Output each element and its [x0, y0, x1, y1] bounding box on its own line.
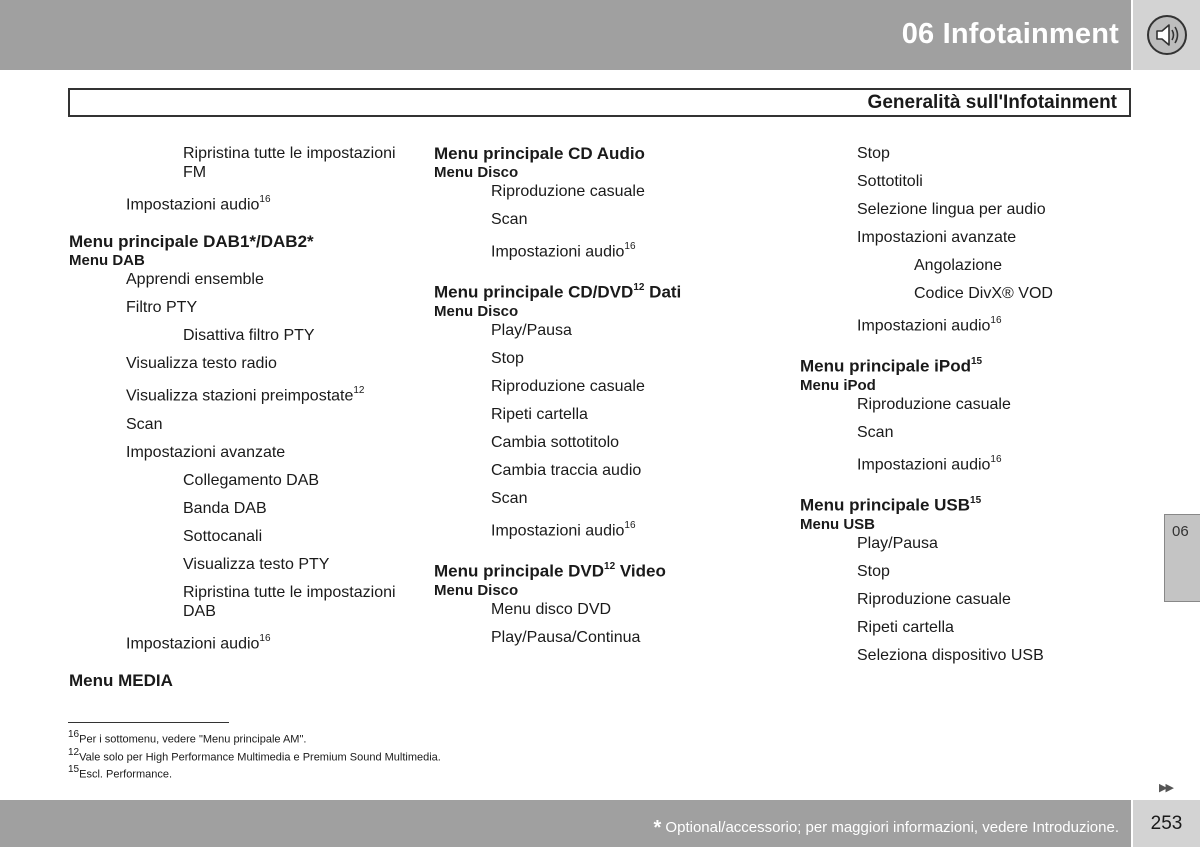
footnote-ref: 16: [259, 632, 271, 644]
footer-note: * Optional/accessorio; per maggiori informazioni, vedere Introduzione.: [653, 817, 1119, 839]
menu-text: Menu Disco: [434, 164, 519, 181]
chapter-side-tab[interactable]: [1164, 514, 1200, 602]
menu-text: Ripeti cartella: [857, 618, 954, 636]
footnote: $^{15}$Escl. Performance.: [68, 764, 173, 781]
menu-subitem: [800, 284, 1120, 303]
menu-heading: [69, 232, 419, 252]
menu-text: Riproduzione casuale: [857, 590, 1011, 608]
menu-item: [69, 354, 419, 373]
footnote-ref: 15: [970, 495, 982, 507]
menu-item: [69, 382, 419, 405]
menu-text: Menu DAB: [69, 252, 145, 270]
menu-item: [434, 182, 784, 201]
menu-item: [434, 405, 784, 424]
menu-subitem: [800, 256, 1120, 275]
menu-item: [434, 210, 784, 229]
menu-text: Stop: [491, 349, 524, 367]
menu-item: [434, 600, 784, 619]
menu-text: Angolazione: [914, 257, 1003, 274]
menu-text: Cambia sottotitolo: [491, 433, 620, 451]
menu-text: Menu iPod: [800, 376, 876, 394]
menu-item: [800, 646, 1120, 665]
menu-text: Menu disco DVD: [491, 600, 612, 618]
menu-text: Impostazioni audio: [857, 456, 991, 474]
menu-item: [434, 377, 784, 396]
menu-text: Riproduzione casuale: [491, 377, 645, 395]
footnote-ref: 12: [633, 282, 645, 294]
menu-item: [800, 312, 1120, 335]
footnotes: [68, 729, 441, 782]
menu-heading: [434, 144, 784, 164]
menu-column-3: [800, 144, 1120, 665]
menu-text: Impostazioni avanzate: [126, 443, 286, 461]
menu-subitem: [69, 471, 419, 490]
menu-text: Menu principale DVD: [434, 561, 605, 581]
menu-text-continued: DAB: [183, 602, 216, 620]
menu-text-suffix: Dati: [644, 282, 682, 302]
menu-item: [434, 461, 784, 480]
footnote-ref: 16: [990, 453, 1002, 465]
menu-text: Impostazioni audio: [491, 243, 625, 261]
chapter-icon-box: [1131, 0, 1200, 70]
menu-text: Visualizza testo PTY: [183, 555, 330, 573]
chapter-title: 06 Infotainment: [901, 18, 1119, 50]
menu-item: [69, 443, 419, 462]
menu-text: Riproduzione casuale: [857, 395, 1011, 413]
menu-text: Menu principale CD/DVD: [434, 282, 634, 302]
menu-subitem: [69, 583, 419, 621]
menu-item: [800, 534, 1120, 553]
menu-text-suffix: Video: [615, 561, 666, 581]
menu-text: Ripristina tutte le impostazioni: [183, 145, 396, 162]
menu-heading: [69, 671, 419, 691]
menu-text: Play/Pausa: [857, 534, 938, 552]
menu-text: Sottotitoli: [857, 173, 923, 190]
menu-item: [800, 562, 1120, 581]
footnote-ref: 16: [624, 519, 636, 531]
menu-text: Impostazioni avanzate: [857, 229, 1017, 246]
double-arrow-right-icon: ▶▶: [1159, 782, 1172, 794]
menu-text-continued: FM: [183, 164, 207, 181]
menu-text: Riproduzione casuale: [491, 183, 645, 200]
menu-text: Menu principale iPod: [800, 356, 971, 376]
menu-item: [800, 144, 1120, 163]
submenu-heading: [800, 516, 1120, 534]
submenu-heading: [434, 582, 784, 600]
menu-item: [800, 590, 1120, 609]
page-number-box: [1131, 800, 1200, 847]
menu-subitem: [69, 527, 419, 546]
menu-item: [434, 489, 784, 508]
footnote-ref: 16: [259, 194, 271, 205]
menu-column-1: [69, 144, 419, 691]
menu-text: Seleziona dispositivo USB: [857, 646, 1044, 664]
menu-text: Scan: [857, 423, 894, 441]
menu-text: Scan: [491, 211, 528, 228]
menu-text: Stop: [857, 145, 890, 162]
menu-item: [69, 630, 419, 653]
menu-text: Play/Pausa: [491, 321, 572, 339]
menu-item: [434, 349, 784, 368]
footnote: $^{16}$Per i sottomenu, vedere "Menu principale AM".: [68, 729, 307, 746]
menu-column-2: [434, 144, 784, 647]
menu-text: Scan: [491, 489, 528, 507]
menu-item: [69, 298, 419, 317]
submenu-heading: [800, 377, 1120, 395]
side-tab-label: 06: [1172, 523, 1189, 540]
menu-text: Menu Disco: [434, 302, 519, 320]
menu-item: [800, 618, 1120, 637]
menu-text: Menu principale USB: [800, 495, 971, 515]
footnote-ref: 16: [624, 241, 636, 252]
footnote-ref: 12: [353, 385, 365, 397]
menu-heading: [800, 492, 1120, 516]
menu-item: [800, 451, 1120, 474]
menu-heading: [434, 558, 784, 582]
menu-subitem: [69, 499, 419, 518]
menu-text: Codice DivX® VOD: [914, 285, 1053, 302]
menu-text: Menu Disco: [434, 581, 519, 599]
menu-text: Disattiva filtro PTY: [183, 327, 315, 345]
menu-item: [69, 415, 419, 434]
menu-item: [69, 191, 419, 214]
menu-text: Menu MEDIA: [69, 670, 173, 690]
menu-text: Menu USB: [800, 515, 875, 533]
menu-text: Impostazioni audio: [491, 522, 625, 540]
speaker-icon: [1145, 14, 1189, 56]
menu-item: [434, 321, 784, 340]
menu-text: Apprendi ensemble: [126, 271, 264, 289]
menu-item: [800, 228, 1120, 247]
menu-text: Menu principale CD Audio: [434, 144, 645, 163]
menu-text: Banda DAB: [183, 499, 267, 517]
menu-item: [434, 517, 784, 540]
menu-text: Selezione lingua per audio: [857, 201, 1046, 218]
menu-subitem: [69, 326, 419, 345]
submenu-heading: [69, 252, 419, 270]
menu-item: [800, 172, 1120, 191]
menu-text: Ripeti cartella: [491, 405, 588, 423]
footnote-ref: 12: [604, 561, 616, 573]
chapter-header-bar: [0, 0, 1131, 70]
menu-item: [434, 628, 784, 647]
menu-text: Scan: [126, 415, 163, 433]
menu-item: [800, 200, 1120, 219]
footer-bar: [0, 800, 1131, 847]
menu-item: [69, 270, 419, 289]
menu-text: Sottocanali: [183, 527, 263, 545]
menu-text: Collegamento DAB: [183, 471, 320, 489]
menu-text: Filtro PTY: [126, 299, 198, 317]
menu-text: Play/Pausa/Continua: [491, 628, 641, 646]
submenu-heading: [434, 303, 784, 321]
menu-heading: [434, 279, 784, 303]
menu-item: [800, 395, 1120, 414]
footnote-divider: [68, 722, 229, 723]
menu-text: Visualizza testo radio: [126, 355, 277, 373]
section-title-box: [68, 88, 1131, 117]
submenu-heading: [434, 164, 784, 182]
menu-text: Impostazioni audio: [126, 196, 260, 214]
menu-text: Visualizza stazioni preimpostate: [126, 387, 354, 405]
footnote-ref: 16: [990, 315, 1002, 326]
menu-item: [434, 238, 784, 261]
footnote-ref: 15: [970, 356, 983, 368]
menu-item: [434, 433, 784, 452]
section-title: Generalità sull'Infotainment: [867, 92, 1117, 113]
menu-item: [800, 423, 1120, 442]
menu-subitem: [69, 555, 419, 574]
page-number: 253: [1150, 813, 1183, 834]
menu-text: Stop: [857, 562, 890, 580]
menu-text: Ripristina tutte le impostazioni: [183, 583, 396, 601]
menu-heading: [800, 353, 1120, 377]
footnote: $^{12}$Vale solo per High Performance Multimedia e Premium Sound Multimedia.: [68, 746, 441, 764]
menu-text: Menu principale DAB1*/DAB2*: [69, 232, 314, 252]
menu-subitem: [69, 144, 419, 182]
menu-text: Cambia traccia audio: [491, 461, 642, 479]
menu-text: Impostazioni audio: [857, 317, 991, 335]
menu-text: Impostazioni audio: [126, 634, 260, 652]
